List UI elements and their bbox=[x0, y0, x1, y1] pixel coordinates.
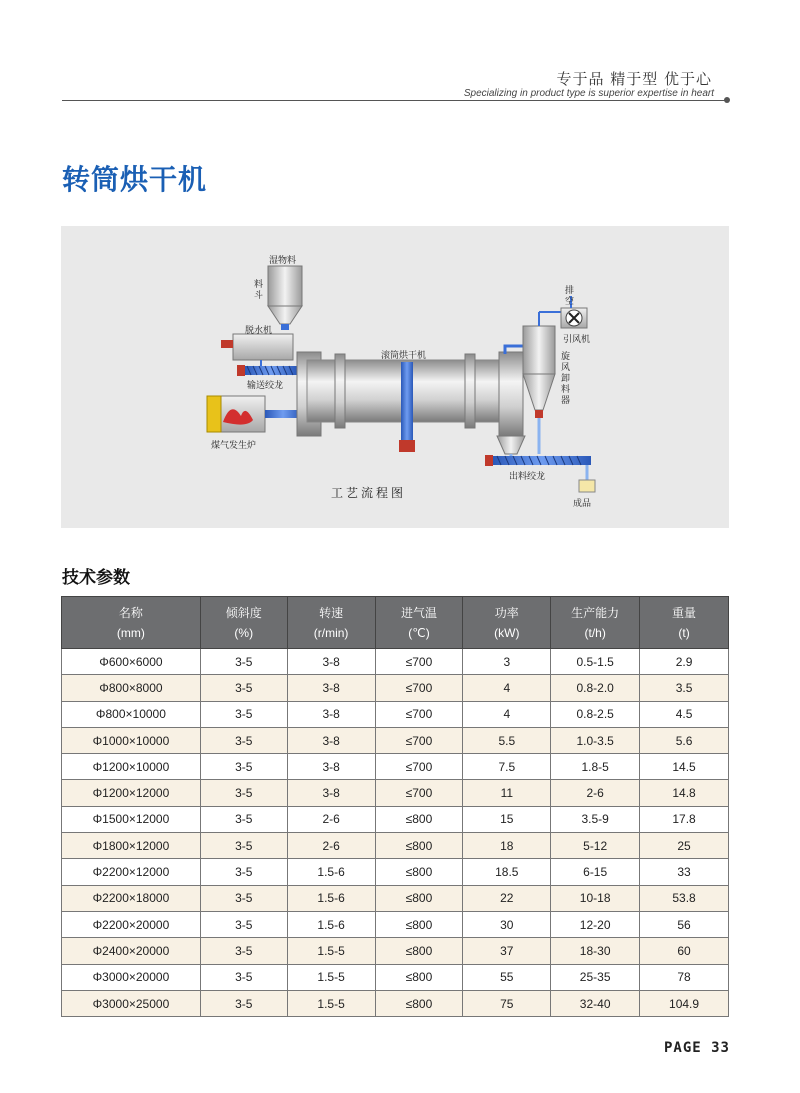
table-cell: 1.8-5 bbox=[551, 754, 640, 780]
table-cell: 3-5 bbox=[200, 806, 287, 832]
label-hopper: 料斗 bbox=[254, 280, 264, 301]
table-cell: Φ2200×18000 bbox=[62, 885, 201, 911]
table-cell: Φ2200×20000 bbox=[62, 911, 201, 937]
column-header-unit: (t/h) bbox=[584, 625, 606, 640]
table-cell: 4 bbox=[463, 701, 551, 727]
column-header bbox=[62, 597, 201, 649]
table-cell: Φ1800×12000 bbox=[62, 833, 201, 859]
table-cell: 1.5-5 bbox=[287, 964, 375, 990]
column-header-unit: (r/min) bbox=[313, 625, 349, 640]
table-cell: 3-8 bbox=[287, 675, 375, 701]
table-cell: Φ600×6000 bbox=[62, 649, 201, 675]
table-row bbox=[62, 806, 729, 832]
table-cell: 5.6 bbox=[640, 727, 729, 753]
table-cell: 18 bbox=[463, 833, 551, 859]
table-cell: 5.5 bbox=[463, 727, 551, 753]
table-cell: ≤700 bbox=[375, 727, 463, 753]
process-illustration bbox=[61, 226, 729, 528]
table-cell: 4.5 bbox=[640, 701, 729, 727]
column-header bbox=[375, 597, 463, 649]
header-dot bbox=[724, 97, 730, 103]
column-header-unit: (mm) bbox=[116, 625, 145, 640]
dewatering-machine bbox=[221, 334, 293, 368]
table-cell: ≤700 bbox=[375, 649, 463, 675]
table-cell: ≤800 bbox=[375, 990, 463, 1016]
table-cell: 1.0-3.5 bbox=[551, 727, 640, 753]
process-diagram bbox=[61, 226, 729, 528]
table-cell: 60 bbox=[640, 938, 729, 964]
column-header-unit: (%) bbox=[234, 625, 254, 640]
label-cyclone: 旋风卸料器 bbox=[561, 352, 571, 406]
table-cell: 14.8 bbox=[640, 780, 729, 806]
label-dewaterer: 脱水机 bbox=[245, 326, 273, 336]
table-cell: Φ800×8000 bbox=[62, 675, 201, 701]
label-gas-generator: 煤气发生炉 bbox=[211, 441, 257, 451]
table-body bbox=[62, 649, 729, 1017]
table-cell: 32-40 bbox=[551, 990, 640, 1016]
table-cell: 3.5-9 bbox=[551, 806, 640, 832]
table-cell: 18.5 bbox=[463, 859, 551, 885]
table-cell: 0.8-2.0 bbox=[551, 675, 640, 701]
table-cell: 25 bbox=[640, 833, 729, 859]
page-number: PAGE 33 bbox=[663, 1040, 730, 1056]
table-cell: ≤700 bbox=[375, 701, 463, 727]
table-cell: 3-5 bbox=[200, 833, 287, 859]
label-exhaust: 排空 bbox=[565, 286, 575, 307]
table-cell: 3-5 bbox=[200, 675, 287, 701]
table-cell: 14.5 bbox=[640, 754, 729, 780]
label-feed-screw: 输送绞龙 bbox=[247, 381, 284, 391]
table-row bbox=[62, 754, 729, 780]
spec-table bbox=[61, 596, 729, 1017]
header-rule bbox=[62, 100, 726, 101]
table-cell: Φ800×10000 bbox=[62, 701, 201, 727]
table-cell: ≤800 bbox=[375, 885, 463, 911]
table-cell: 2-6 bbox=[287, 806, 375, 832]
column-header-unit: (kW) bbox=[494, 625, 520, 640]
table-cell: 2.9 bbox=[640, 649, 729, 675]
column-header-name: 转速 bbox=[319, 605, 344, 620]
table-cell: 22 bbox=[463, 885, 551, 911]
table-cell: 17.8 bbox=[640, 806, 729, 832]
column-header bbox=[463, 597, 551, 649]
table-cell: Φ3000×25000 bbox=[62, 990, 201, 1016]
table-cell: 3-5 bbox=[200, 754, 287, 780]
table-cell: 33 bbox=[640, 859, 729, 885]
table-cell: ≤800 bbox=[375, 833, 463, 859]
table-cell: ≤800 bbox=[375, 938, 463, 964]
table-cell: 3-8 bbox=[287, 780, 375, 806]
table-cell: 2-6 bbox=[551, 780, 640, 806]
table-cell: 18-30 bbox=[551, 938, 640, 964]
table-cell: Φ3000×20000 bbox=[62, 964, 201, 990]
table-cell: 3-5 bbox=[200, 885, 287, 911]
table-row bbox=[62, 727, 729, 753]
table-row bbox=[62, 833, 729, 859]
label-wet-material: 湿物料 bbox=[269, 256, 297, 266]
table-cell: 3-5 bbox=[200, 859, 287, 885]
table-cell: 3-8 bbox=[287, 727, 375, 753]
table-cell: 3.5 bbox=[640, 675, 729, 701]
table-row bbox=[62, 911, 729, 937]
column-header bbox=[287, 597, 375, 649]
table-cell: 2-6 bbox=[287, 833, 375, 859]
table-cell: 3-8 bbox=[287, 754, 375, 780]
table-row bbox=[62, 990, 729, 1016]
column-header bbox=[200, 597, 287, 649]
table-row bbox=[62, 964, 729, 990]
table-row bbox=[62, 675, 729, 701]
table-cell: ≤800 bbox=[375, 911, 463, 937]
table-cell: 15 bbox=[463, 806, 551, 832]
table-cell: 104.9 bbox=[640, 990, 729, 1016]
table-cell: 12-20 bbox=[551, 911, 640, 937]
table-cell: Φ2200×12000 bbox=[62, 859, 201, 885]
table-cell: 3-8 bbox=[287, 649, 375, 675]
table-cell: 3-5 bbox=[200, 727, 287, 753]
table-cell: ≤800 bbox=[375, 859, 463, 885]
table-cell: 10-18 bbox=[551, 885, 640, 911]
table-cell: Φ1500×12000 bbox=[62, 806, 201, 832]
table-cell: 1.5-5 bbox=[287, 938, 375, 964]
table-cell: 3-5 bbox=[200, 701, 287, 727]
column-header-name: 生产能力 bbox=[571, 605, 620, 620]
table-cell: ≤700 bbox=[375, 675, 463, 701]
table-cell: 1.5-6 bbox=[287, 859, 375, 885]
slogan-cn: 专于品 精于型 优于心 bbox=[556, 70, 712, 88]
table-row bbox=[62, 649, 729, 675]
table-cell: 3-5 bbox=[200, 911, 287, 937]
table-cell: Φ2400×20000 bbox=[62, 938, 201, 964]
table-row bbox=[62, 780, 729, 806]
table-cell: 53.8 bbox=[640, 885, 729, 911]
table-cell: 3-5 bbox=[200, 964, 287, 990]
column-header-name: 名称 bbox=[118, 605, 143, 620]
column-header bbox=[551, 597, 640, 649]
product-bin bbox=[579, 480, 595, 492]
table-cell: 0.8-2.5 bbox=[551, 701, 640, 727]
table-row bbox=[62, 701, 729, 727]
table-cell: 7.5 bbox=[463, 754, 551, 780]
page-title: 转筒烘干机 bbox=[62, 163, 208, 196]
table-cell: 3-5 bbox=[200, 649, 287, 675]
table-cell: ≤700 bbox=[375, 780, 463, 806]
label-fan: 引风机 bbox=[563, 335, 591, 345]
table-cell: 30 bbox=[463, 911, 551, 937]
column-header-unit: (t) bbox=[678, 625, 690, 640]
column-header-name: 进气温 bbox=[400, 605, 437, 620]
table-cell: 1.5-6 bbox=[287, 911, 375, 937]
column-header-name: 功率 bbox=[494, 605, 519, 620]
column-header bbox=[640, 597, 729, 649]
table-cell: 55 bbox=[463, 964, 551, 990]
column-header-unit: (℃) bbox=[408, 625, 430, 640]
table-row bbox=[62, 938, 729, 964]
table-cell: 75 bbox=[463, 990, 551, 1016]
table-cell: 3-8 bbox=[287, 701, 375, 727]
table-cell: Φ1200×12000 bbox=[62, 780, 201, 806]
table-cell: 56 bbox=[640, 911, 729, 937]
table-cell: 3-5 bbox=[200, 938, 287, 964]
table-cell: 25-35 bbox=[551, 964, 640, 990]
table-cell: Φ1200×10000 bbox=[62, 754, 201, 780]
table-cell: 1.5-5 bbox=[287, 990, 375, 1016]
table-row bbox=[62, 859, 729, 885]
label-drum-dryer: 滚筒烘干机 bbox=[381, 351, 427, 361]
gas-generator bbox=[207, 396, 301, 432]
table-cell: 1.5-6 bbox=[287, 885, 375, 911]
table-cell: ≤700 bbox=[375, 754, 463, 780]
table-cell: 3 bbox=[463, 649, 551, 675]
table-cell: 37 bbox=[463, 938, 551, 964]
hopper bbox=[268, 266, 302, 330]
section-title: 技术参数 bbox=[62, 568, 130, 588]
table-row bbox=[62, 885, 729, 911]
table-cell: 5-12 bbox=[551, 833, 640, 859]
feed-screw bbox=[237, 365, 297, 376]
label-discharge-screw: 出料绞龙 bbox=[509, 472, 546, 482]
table-cell: 78 bbox=[640, 964, 729, 990]
table-cell: 4 bbox=[463, 675, 551, 701]
table-cell: 11 bbox=[463, 780, 551, 806]
table-cell: 3-5 bbox=[200, 780, 287, 806]
table-cell: Φ1000×10000 bbox=[62, 727, 201, 753]
table-cell: ≤800 bbox=[375, 964, 463, 990]
slogan-en: Specializing in product type is superior expertise in heart bbox=[463, 88, 714, 99]
table-cell: ≤800 bbox=[375, 806, 463, 832]
diagram-caption: 工艺流程图 bbox=[331, 486, 407, 500]
table-cell: 3-5 bbox=[200, 990, 287, 1016]
drum-dryer bbox=[297, 352, 523, 452]
column-header-name: 重量 bbox=[672, 605, 697, 620]
table-header-row bbox=[62, 597, 729, 649]
label-product: 成品 bbox=[573, 499, 592, 509]
table-cell: 6-15 bbox=[551, 859, 640, 885]
column-header-name: 倾斜度 bbox=[225, 605, 262, 620]
table-cell: 0.5-1.5 bbox=[551, 649, 640, 675]
